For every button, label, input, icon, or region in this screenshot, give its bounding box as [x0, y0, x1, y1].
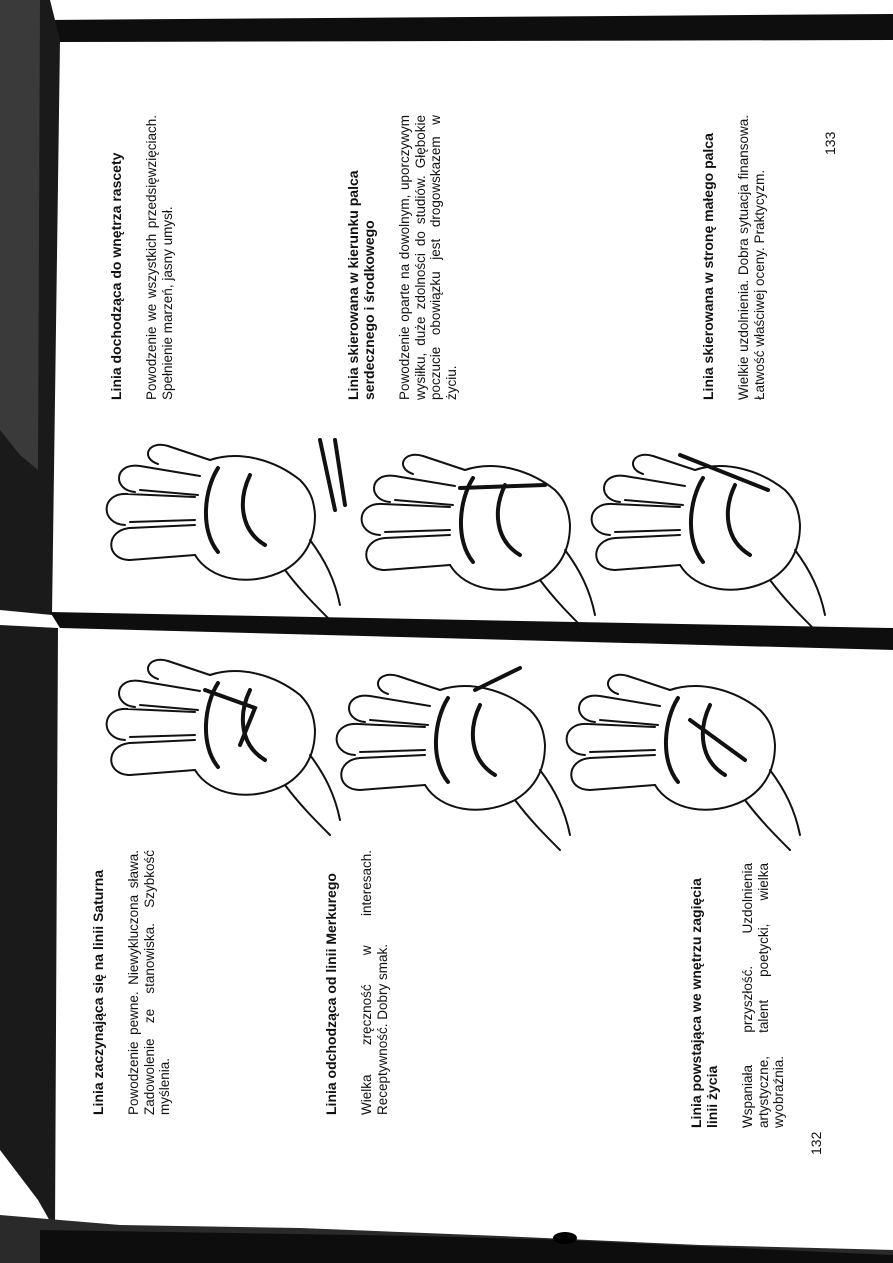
palm-diagram: [567, 675, 800, 850]
left-section-2: [323, 850, 390, 1115]
palm-diagram: [592, 455, 825, 630]
section-title: Linia zaczynająca się na linii Saturna: [90, 869, 106, 1115]
section-title: Linia odchodząca od linii Merkurego: [323, 873, 339, 1115]
left-section-1: [90, 850, 173, 1115]
left-section-3: [688, 863, 787, 1128]
page-number-right: 133: [822, 131, 838, 155]
section-title: Linia skierowana w kierunku palca serdecznego i środkowego: [345, 170, 377, 400]
right-section-2: [345, 115, 459, 400]
section-text: Wspaniała przyszłość. Uzdolnienia artystyczne, talent poetycki, wielka wyobraźnia.: [740, 863, 786, 1128]
right-section-1: [108, 115, 175, 400]
page-number-left: 132: [808, 1131, 824, 1155]
section-title: Linia powstająca we wnętrzu zagięcia linii życia: [688, 878, 720, 1128]
right-section-3: [700, 115, 767, 400]
palm-diagram: [107, 445, 340, 620]
section-title: Linia dochodząca do wnętrza rascety: [108, 152, 124, 400]
section-text: Powodzenie pewne. Niewykluczona sława. Zadowolenie ze stanowiska. Szybkość myślenia.: [126, 850, 172, 1115]
section-text: Powodzenie we wszystkich przedsięwzięciach. Spełnienie marzeń, jasny umysł.: [144, 115, 175, 400]
section-title: Linia skierowana w stronę małego palca: [700, 133, 716, 400]
section-text: Wielkie uzdolnienia. Dobra sytuacja finansowa. Łatwość właściwej oceny. Praktycyzm.: [736, 115, 767, 400]
palm-diagram: [362, 455, 595, 630]
palm-diagram: [337, 675, 570, 850]
palm-diagram: [107, 660, 340, 835]
section-text: Powodzenie oparte na dowolnym, uporczywym wysiłku, duże zdolności do studiów. Głębokie poczucie obowiązku jest drogowskazem w życiu.: [397, 115, 459, 400]
section-text: Wielka zręczność w interesach. Receptywność. Dobry smak.: [359, 850, 390, 1115]
